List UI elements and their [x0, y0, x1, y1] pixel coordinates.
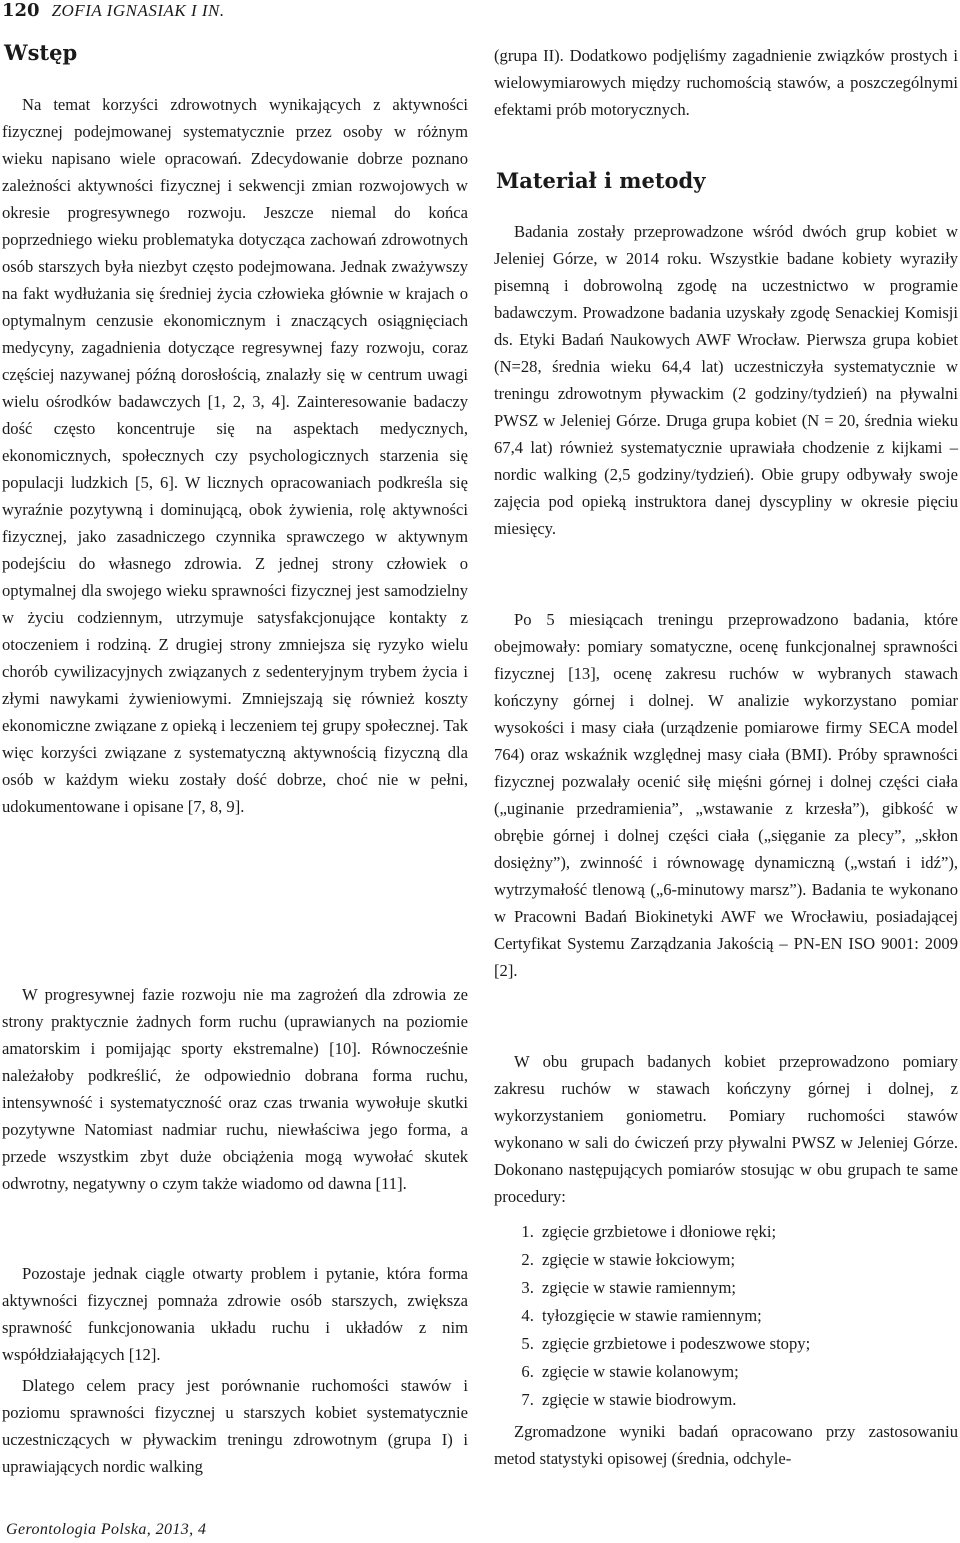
- section-title-intro: Wstęp: [4, 40, 78, 65]
- paragraph: (grupa II). Dodatkowo podjęliśmy zagadnienie związków prostych i wielowymiarowych między ruchomością stawów, a poszczególnymi efektami prób motorycznych.: [494, 46, 958, 119]
- running-head: ZOFIA IGNASIAK I IN.: [51, 1, 225, 20]
- paragraph: W progresywnej fazie rozwoju nie ma zagrożeń dla zdrowia ze strony praktycznie żadnych form ruchu (uprawianych na poziomie amatorskim i pomijając sporty ekstremalne) [10]. Równocześnie należałoby podkreślić, że odpowiednio dobrana forma ruchu, intensywność i systematyczność oraz czas trwania wywołuje skutki pozytywne Natomiast nadmiar ruchu, niewłaściwa jego forma, a przede wszystkim zbyt duże obciążenia mogą wywołać skutek odwrotny, negatywny o czym także wiadomo od dawna [11].: [2, 985, 468, 1193]
- section-title-methods: Materiał i metody: [496, 168, 706, 193]
- paragraph: Na temat korzyści zdrowotnych wynikających z aktywności fizycznej podejmowanej systematycznie przez osoby w różnym wieku napisano wiele opracowań. Zdecydowanie dobrze poznano zależności aktywności fizycznej i sekwencji zmian rozwojowych w okresie progresywnego rozwoju. Jeszcze niemal do końca poprzedniego wieku problematyka dotycząca zachowań zdrowotnych osób starszych była niezbyt często podejmowana. Jednak zważywszy na fakt wydłużania się średniej życia człowieka głównie w krajach o optymalnym cenzusie ekonomicznym i znaczących osiągnięciach medycyny, zagadnienia dotyczące regresywnej fazy rozwoju, coraz częściej nazywanej późną dorosłością, znalazły się w centrum uwagi wielu ośrodków badawczych [1, 2, 3, 4]. Zainteresowanie badaczy dość często koncentruje się na aspektach medycznych, ekonomicznych, społecznych czy psychologicznych starzenia się populacji ludzkich [5, 6]. W licznych opracowaniach podkreśla się wyraźnie pozytywną i dominującą, obok żywienia, rolę aktywności fizycznej, jako zasadniczego czynnika sprawczego w aktywnym podejściu do własnego zdrowia. Z jednej strony człowiek o optymalnej dla swojego wieku sprawności fizycznej jest samodzielny w życiu codziennym, utrzymuje satysfakcjonujące kontakty z otoczeniem i rodziną. Z drugiej strony zmniejsza się ryzyko wielu chorób cywilizacyjnych związanych z sedenteryjnym trybem życia i złymi nawykami żywieniowymi. Zmniejszają się również koszty ekonomiczne związane z opieką i leczeniem tej grupy społecznej. Tak więc korzyści związane z systematyczną aktywnością fizyczną dla osób w każdym wieku zostały dość dobrze, choć nie w pełni, udokumentowane i opisane [7, 8, 9].: [2, 95, 468, 816]
- paragraph: Badania zostały przeprowadzone wśród dwóch grup kobiet w Jeleniej Górze, w 2014 roku. Wszystkie badane kobiety wyraziły pisemną i dobrowolną zgodę na uczestnictwo w programie badawczym. Prowadzone badania uzyskały zgodę Senackiej Komisji ds. Etyki Badań Naukowych AWF Wrocław. Pierwsza grupa kobiet (N=28, średnia wieku 64,4 lat) uczestniczyła systematycznie w treningu zdrowotnym pływackim (2 godziny/tydzień) na pływalni PWSZ w Jeleniej Górze. Druga grupa kobiet (N = 20, średnia wieku 67,4 lat) również systematycznie uprawiała chodzenie z kijkami – nordic walking (2,5 godziny/tydzień). Obie grupy odbywały swoje zajęcia pod opieką instruktora danej dyscypliny w okresie pięciu miesięcy.: [494, 222, 958, 538]
- journal-footer: Gerontologia Polska, 2013, 4: [6, 1521, 207, 1538]
- list-item: 4. tyłozgięcie w stawie ramiennym;: [538, 1302, 958, 1330]
- paragraph: Dlatego celem pracy jest porównanie ruchomości stawów i poziomu sprawności fizycznej u starszych kobiet systematycznie uczestniczących w pływackim treningu zdrowotnym (grupa I) i uprawiających nordic walking: [2, 1376, 468, 1476]
- list-item: 7. zgięcie w stawie biodrowym.: [538, 1386, 958, 1414]
- page-header: [2, 0, 225, 28]
- list-item: 6. zgięcie w stawie kolanowym;: [538, 1358, 958, 1386]
- paragraph: Pozostaje jednak ciągle otwarty problem i pytanie, która forma aktywności fizycznej pomnaża zdrowie osób starszych, zwiększa sprawność funkcjonowania układu ruchu i układów z nim współdziałających [12].: [2, 1264, 468, 1364]
- measurement-list: [494, 1218, 958, 1414]
- list-item: 3. zgięcie w stawie ramiennym;: [538, 1274, 958, 1302]
- page-number: 120: [2, 0, 40, 21]
- list-item: 2. zgięcie w stawie łokciowym;: [538, 1246, 958, 1274]
- paragraph: W obu grupach badanych kobiet przeprowadzono pomiary zakresu ruchów w stawach kończyny górnej i dolnej, z wykorzystaniem goniometru. Pomiary ruchomości stawów wykonano w sali do ćwiczeń przy pływalni PWSZ w Jeleniej Górze. Dokonano następujących pomiarów stosując w obu grupach te same procedury:: [494, 1052, 958, 1206]
- list-item: 5. zgięcie grzbietowe i podeszwowe stopy;: [538, 1330, 958, 1358]
- paragraph: Po 5 miesiącach treningu przeprowadzono badania, które obejmowały: pomiary somatyczne, ocenę funkcjonalnej sprawności fizycznej [13], ocenę zakresu ruchów w wybranych stawach kończyny górnej i dolnej. W analizie wykorzystano pomiar wysokości i masy ciała (urządzenie pomiarowe firmy SECA model 764) oraz wskaźnik względnej masy ciała (BMI). Próby sprawności fizycznej pozwalały ocenić siłę mięśni górnej i dolnej części ciała („uginanie przedramienia”, „wstawanie z krzesła”), gibkość w obrębie górnej i dolnej części ciała („sięganie za plecy”, „skłon dosiężny”), zwinność i równowagę dynamiczną („wstań i idź”), wytrzymałość tlenową („6-minutowy marsz”). Badania te wykonano w Pracowni Badań Biokinetyki AWF we Wrocławiu, posiadającej Certyfikat Systemu Zarządzania Jakością – PN-EN ISO 9001: 2009 [2].: [494, 610, 958, 980]
- list-item: 1. zgięcie grzbietowe i dłoniowe ręki;: [538, 1218, 958, 1246]
- paragraph: Zgromadzone wyniki badań opracowano przy zastosowaniu metod statystyki opisowej (średnia, odchyle-: [494, 1422, 958, 1468]
